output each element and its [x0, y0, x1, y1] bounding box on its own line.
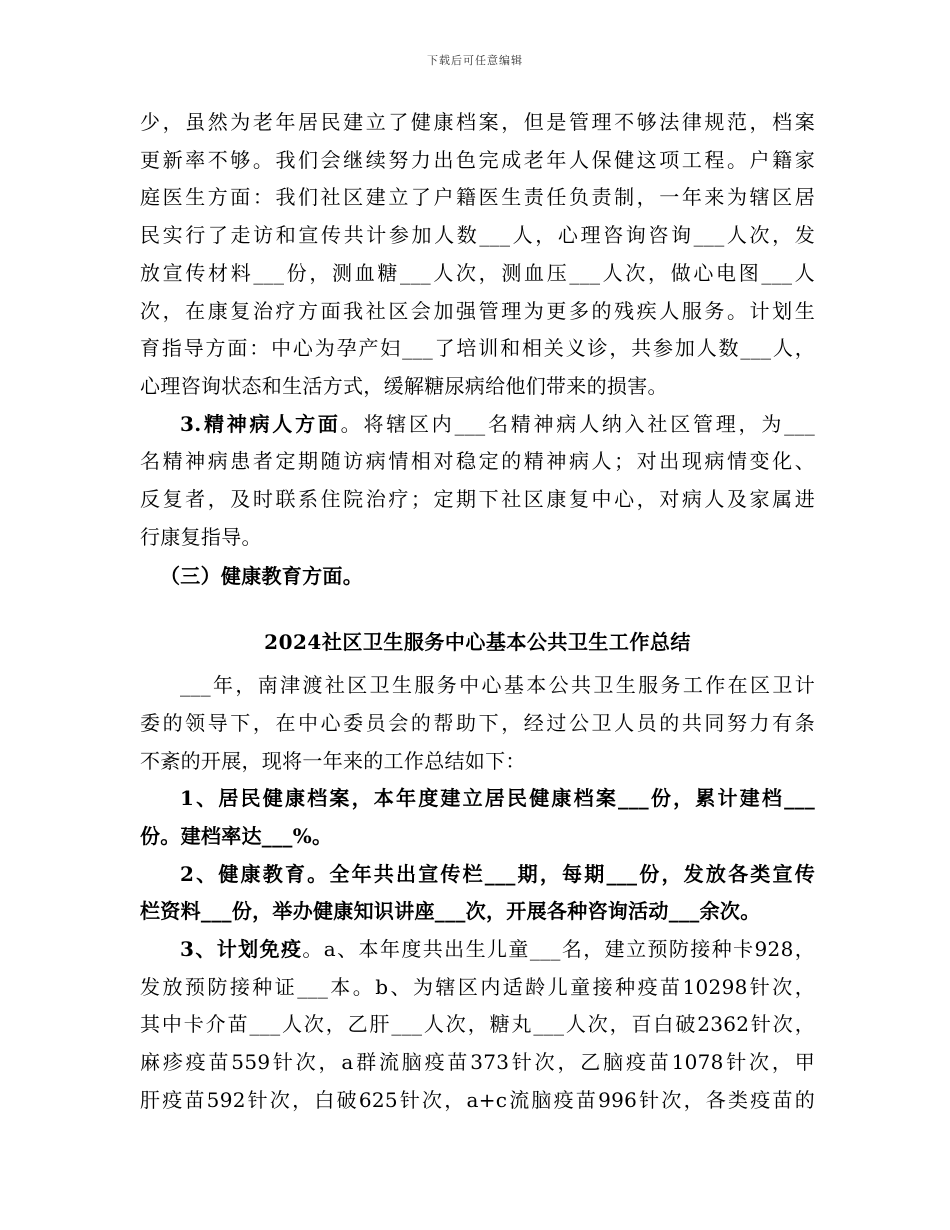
- text-line: [140, 931, 815, 969]
- text-line: 麻疹疫苗559针次，a群流脑疫苗373针次，乙脑疫苗1078针次，甲: [140, 1050, 815, 1075]
- section-heading: 3.精神病人方面: [180, 411, 341, 436]
- text-line: 少，虽然为老年居民建立了健康档案，但是管理不够法律规范，档案: [140, 110, 815, 134]
- text-line: [140, 406, 815, 444]
- paragraph-mental-patients: [140, 406, 815, 557]
- text-line: 其中卡介苗___人次，乙肝___人次，糖丸___人次，百白破2362针次，: [140, 1012, 815, 1037]
- text-line: 发放预防接种证___本。b、为辖区内适龄儿童接种疫苗10298针次，: [140, 974, 815, 999]
- paragraph-health-records: [140, 780, 815, 855]
- text-run: 。将辖区内___名精神病人纳入社区管理，为___: [340, 411, 816, 436]
- text-line: 次，在康复治疗方面我社区会加强管理为更多的残疾人服务。计划生: [140, 298, 815, 323]
- text-line: 1、居民健康档案，本年度建立居民健康档案___份，累计建档___: [180, 786, 815, 811]
- text-line: 反复者，及时联系住院治疗；定期下社区康复中心，对病人及家属进: [140, 487, 815, 512]
- text-line: 民实行了走访和宣传共计参加人数___人，心理咨询咨询___人次，发: [140, 223, 815, 248]
- paragraph-health-education: [140, 856, 815, 931]
- text-line: 更新率不够。我们会继续努力出色完成老年人保健这项工程。户籍家: [140, 147, 815, 172]
- text-line: 放宣传材料___份，测血糖___人次，测血压___人次，做心电图___人: [140, 260, 815, 285]
- text-line: 肝疫苗592针次，白破625针次，a+c流脑疫苗996针次，各类疫苗的: [140, 1087, 815, 1112]
- text-line: 委的领导下，在中心委员会的帮助下，经过公卫人员的共同努力有条: [140, 710, 815, 735]
- text-line: ___年，南津渡社区卫生服务中心基本公共卫生服务工作在区卫计: [180, 673, 815, 698]
- text-line: 行康复指导。: [140, 524, 262, 549]
- text-line: 2、健康教育。全年共出宣传栏___期，每期___份，发放各类宣传: [180, 861, 815, 886]
- section-heading: 3、计划免疫: [180, 937, 303, 962]
- text-line: 栏资料___份，举办健康知识讲座___次，开展各种咨询活动___余次。: [140, 899, 761, 924]
- text-run: 。a、本年度共出生儿童___名，建立预防接种卡928，: [302, 937, 816, 962]
- text-line: 心理咨询状态和生活方式，缓解糖尿病给他们带来的损害。: [140, 373, 668, 398]
- document-title: 2024社区卫生服务中心基本公共卫生工作总结: [264, 630, 691, 655]
- text-line: 育指导方面：中心为孕产妇___了培训和相关义诊，共参加人数___人，: [140, 336, 815, 361]
- text-line: 名精神病患者定期随访病情相对稳定的精神病人；对出现病情变化、: [140, 449, 815, 474]
- text-line: 庭医生方面：我们社区建立了户籍医生责任负责制，一年来为辖区居: [140, 185, 815, 210]
- page-header: 下载后可任意编辑: [427, 54, 523, 67]
- paragraph-intro: [140, 667, 815, 780]
- document-body: [140, 104, 815, 1120]
- text-line: 不紊的开展，现将一年来的工作总结如下：: [140, 748, 526, 773]
- paragraph-elderly-family-doctor: [140, 104, 815, 406]
- paragraph-immunization: [140, 931, 815, 1120]
- section-heading-health-education: （三）健康教育方面。: [160, 564, 363, 589]
- text-line: 份。建档率达___%。: [140, 823, 333, 848]
